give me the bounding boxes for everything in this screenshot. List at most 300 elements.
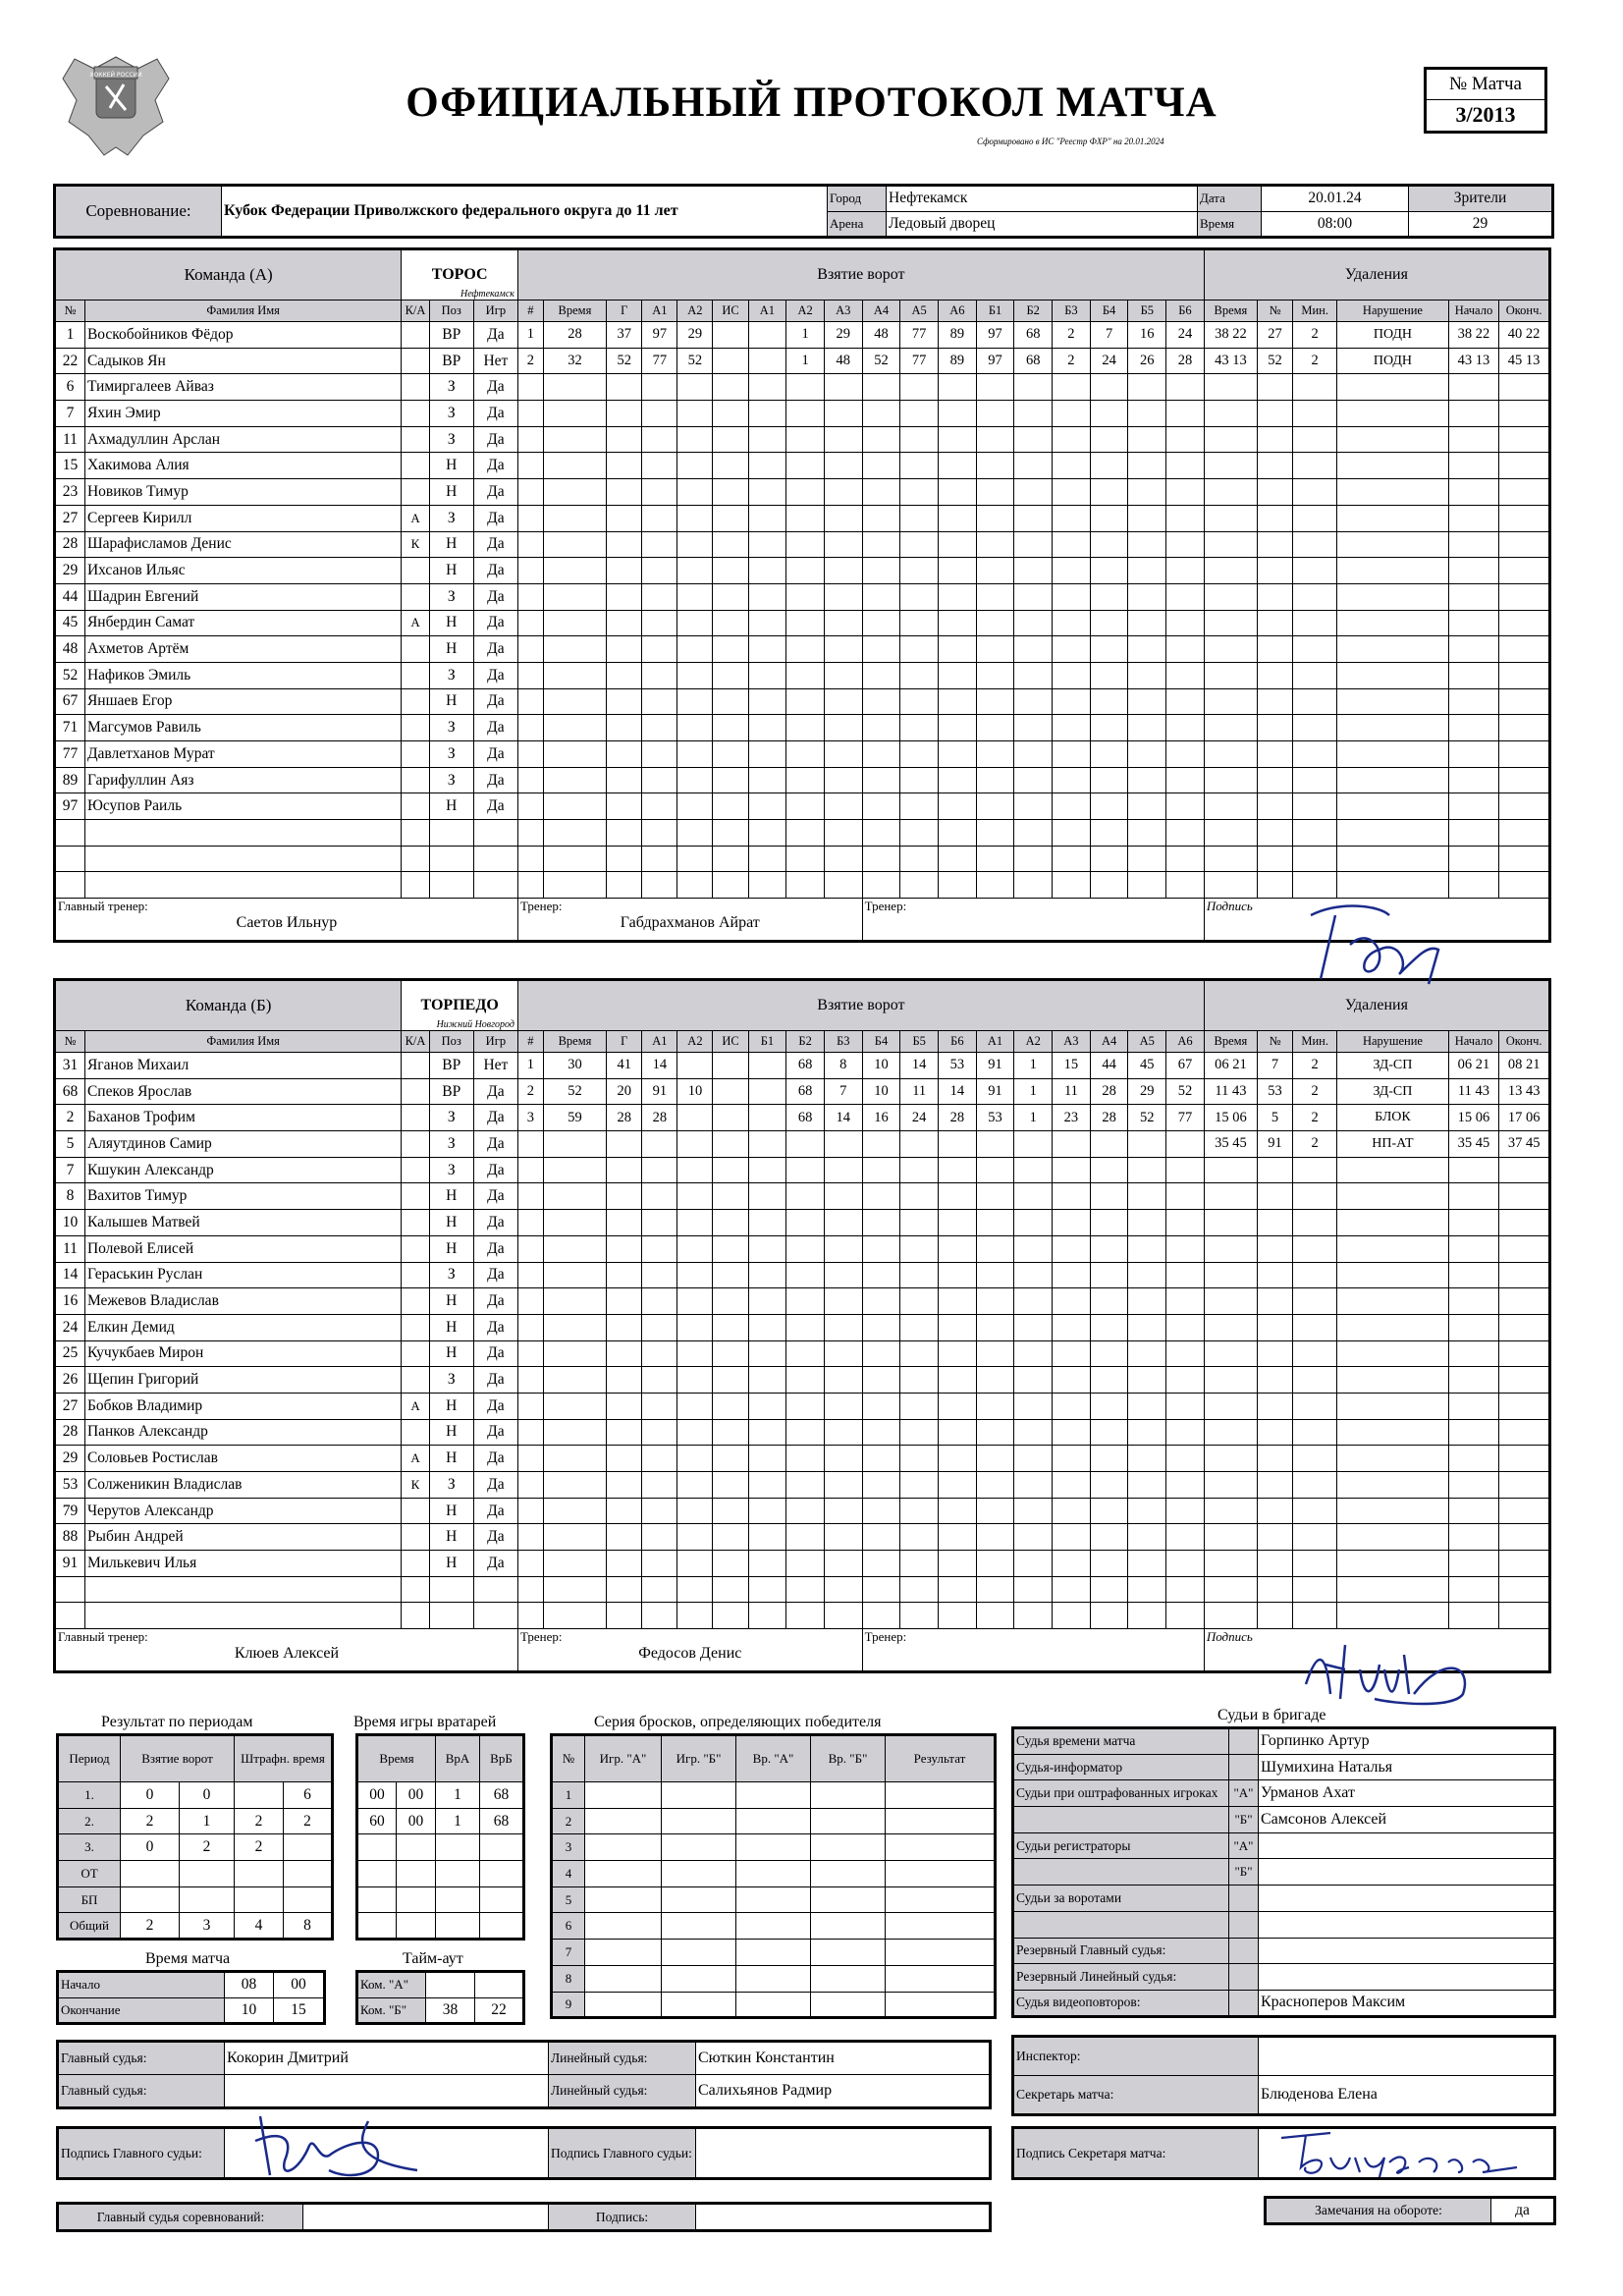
player-plays: Да bbox=[473, 1524, 517, 1551]
shootout-cell bbox=[736, 1861, 811, 1887]
referee-team bbox=[1229, 1990, 1259, 2016]
goal-cell bbox=[900, 558, 939, 584]
goal-cell: 30 bbox=[543, 1053, 606, 1079]
column-header: К/А bbox=[402, 301, 429, 322]
period-value bbox=[284, 1886, 333, 1913]
player-name: Магсумов Равиль bbox=[84, 715, 401, 741]
goal-cell bbox=[939, 793, 977, 820]
goal-cell: 24 bbox=[900, 1105, 939, 1131]
goal-cell bbox=[1128, 820, 1166, 847]
arena-label: Арена bbox=[828, 211, 887, 238]
shootout-number: 8 bbox=[552, 1965, 585, 1992]
player-plays: Да bbox=[473, 558, 517, 584]
goal-cell bbox=[543, 1340, 606, 1367]
player-ka bbox=[402, 793, 429, 820]
team-name: ТОРПЕДО bbox=[420, 997, 499, 1013]
goal-cell bbox=[713, 767, 748, 793]
goal-cell bbox=[939, 636, 977, 663]
goal-cell bbox=[517, 610, 543, 636]
player-ka bbox=[402, 662, 429, 688]
goal-cell bbox=[1128, 401, 1166, 427]
penalty-cell bbox=[1293, 558, 1337, 584]
penalty-cell bbox=[1448, 426, 1499, 453]
goal-cell bbox=[642, 636, 677, 663]
penalty-cell bbox=[1448, 1419, 1499, 1446]
goal-cell bbox=[1128, 479, 1166, 506]
goal-cell: 3 bbox=[517, 1105, 543, 1131]
goal-cell bbox=[607, 479, 642, 506]
goal-cell bbox=[748, 1183, 786, 1210]
penalty-cell bbox=[1448, 636, 1499, 663]
goal-cell bbox=[543, 426, 606, 453]
goal-cell bbox=[976, 636, 1014, 663]
goal-cell bbox=[713, 1078, 748, 1105]
penalty-cell bbox=[1293, 1446, 1337, 1472]
competition-name: Кубок Федерации Приволжского федерального округа до 11 лет bbox=[222, 186, 828, 238]
penalty-cell bbox=[1499, 741, 1550, 768]
penalty-cell bbox=[1499, 1472, 1550, 1499]
goal-cell bbox=[976, 793, 1014, 820]
penalty-cell bbox=[1258, 1314, 1293, 1340]
goal-cell bbox=[677, 1210, 713, 1236]
goal-cell bbox=[748, 1576, 786, 1603]
period-pen-header: Штрафн. время bbox=[235, 1735, 333, 1782]
player-position: З bbox=[429, 1131, 473, 1158]
goal-cell: 91 bbox=[642, 1078, 677, 1105]
player-number: 14 bbox=[55, 1262, 85, 1288]
goal-cell bbox=[677, 610, 713, 636]
shootout-row bbox=[552, 1913, 996, 1940]
penalty-cell bbox=[1448, 1262, 1499, 1288]
penalty-cell bbox=[1204, 374, 1257, 401]
goal-cell bbox=[1090, 1419, 1128, 1446]
coach2-cell bbox=[862, 1629, 1204, 1672]
goal-cell bbox=[976, 872, 1014, 899]
player-plays: Да bbox=[473, 1183, 517, 1210]
player-number: 27 bbox=[55, 505, 85, 531]
goal-cell bbox=[748, 1235, 786, 1262]
goal-cell bbox=[976, 453, 1014, 479]
sig-secretary-label: Подпись Секретаря матча: bbox=[1013, 2128, 1259, 2179]
goal-cell bbox=[786, 1183, 825, 1210]
period-value bbox=[121, 1886, 180, 1913]
goalie-value bbox=[480, 1913, 524, 1940]
goal-cell bbox=[642, 479, 677, 506]
goal-cell bbox=[713, 322, 748, 349]
goal-cell: 52 bbox=[543, 1078, 606, 1105]
player-plays: Да bbox=[473, 505, 517, 531]
penalty-cell bbox=[1337, 1393, 1448, 1419]
inspector-label: Инспектор: bbox=[1013, 2037, 1259, 2076]
goal-cell bbox=[786, 1498, 825, 1524]
player-plays: Да bbox=[473, 1235, 517, 1262]
penalty-cell bbox=[1499, 793, 1550, 820]
goal-cell bbox=[1128, 1576, 1166, 1603]
player-ka bbox=[402, 401, 429, 427]
penalty-start: 43 13 bbox=[1448, 348, 1499, 374]
penalty-cell bbox=[1293, 1393, 1337, 1419]
period-label: Общий bbox=[58, 1913, 121, 1940]
column-header: А5 bbox=[900, 301, 939, 322]
player-plays: Да bbox=[473, 583, 517, 610]
goal-cell bbox=[824, 1210, 862, 1236]
player-number: 45 bbox=[55, 610, 85, 636]
goal-cell bbox=[748, 583, 786, 610]
penalty-cell bbox=[1258, 1498, 1293, 1524]
goal-cell bbox=[642, 1157, 677, 1183]
penalty-start: 11 43 bbox=[1448, 1078, 1499, 1105]
goal-cell bbox=[939, 715, 977, 741]
goal-cell bbox=[642, 846, 677, 872]
goalie-value: 00 bbox=[397, 1808, 436, 1834]
goal-cell bbox=[1166, 1551, 1205, 1577]
goal-cell bbox=[677, 374, 713, 401]
goal-cell bbox=[748, 1288, 786, 1315]
goal-cell bbox=[939, 583, 977, 610]
penalty-cell bbox=[1293, 1262, 1337, 1288]
penalty-cell bbox=[1293, 610, 1337, 636]
shootout-cell bbox=[585, 1992, 662, 2018]
goal-cell bbox=[1166, 846, 1205, 872]
goal-cell bbox=[1053, 426, 1091, 453]
player-plays: Да bbox=[473, 531, 517, 558]
goal-cell bbox=[1166, 610, 1205, 636]
player-plays: Да bbox=[473, 1419, 517, 1446]
goal-cell bbox=[642, 1419, 677, 1446]
goal-cell bbox=[543, 479, 606, 506]
goal-cell bbox=[748, 558, 786, 584]
timeout-table bbox=[355, 1970, 525, 2025]
goal-cell bbox=[517, 453, 543, 479]
penalty-cell bbox=[1204, 1393, 1257, 1419]
period-label: 2. bbox=[58, 1808, 121, 1834]
line-ref2: Салихьянов Радмир bbox=[696, 2075, 991, 2108]
goal-cell bbox=[607, 505, 642, 531]
player-row bbox=[55, 662, 1550, 688]
penalty-cell bbox=[1337, 820, 1448, 847]
player-name: Панков Александр bbox=[84, 1419, 401, 1446]
penalties-header: Удаления bbox=[1204, 249, 1549, 301]
goal-cell bbox=[677, 1367, 713, 1394]
penalty-cell bbox=[1257, 715, 1292, 741]
column-header: Г bbox=[607, 301, 642, 322]
penalty-cell bbox=[1293, 1551, 1337, 1577]
goal-cell bbox=[748, 1314, 786, 1340]
player-number bbox=[55, 820, 85, 847]
goal-cell bbox=[517, 715, 543, 741]
goal-cell bbox=[677, 1183, 713, 1210]
goal-cell bbox=[862, 846, 900, 872]
player-name: Щепин Григорий bbox=[84, 1367, 401, 1394]
player-ka bbox=[402, 348, 429, 374]
referee-role: Судьи регистраторы bbox=[1013, 1832, 1229, 1859]
goalie-value bbox=[436, 1834, 480, 1861]
goal-cell bbox=[900, 401, 939, 427]
goal-cell bbox=[1128, 1210, 1166, 1236]
goal-cell bbox=[862, 1576, 900, 1603]
shootout-cell bbox=[585, 1782, 662, 1809]
goal-cell bbox=[900, 610, 939, 636]
player-name: Калышев Матвей bbox=[84, 1210, 401, 1236]
goal-cell bbox=[900, 1314, 939, 1340]
match-end-label: Окончание bbox=[58, 1997, 225, 2024]
penalty-cell bbox=[1337, 1340, 1448, 1367]
goal-cell bbox=[939, 1262, 977, 1288]
goal-cell bbox=[1090, 426, 1128, 453]
period-header: Период bbox=[58, 1735, 121, 1782]
goal-cell bbox=[677, 1551, 713, 1577]
inspector-table bbox=[1011, 2035, 1556, 2116]
goal-cell bbox=[1090, 583, 1128, 610]
player-name: Новиков Тимур bbox=[84, 479, 401, 506]
goal-cell bbox=[543, 872, 606, 899]
penalty-cell bbox=[1499, 715, 1550, 741]
goal-cell bbox=[677, 662, 713, 688]
referee-row bbox=[1013, 1832, 1555, 1859]
goal-cell: 28 bbox=[642, 1105, 677, 1131]
goal-cell bbox=[1090, 715, 1128, 741]
goal-cell bbox=[713, 1367, 748, 1394]
goalie-value: 1 bbox=[436, 1808, 480, 1834]
shootout-cell bbox=[886, 1834, 996, 1861]
goal-cell bbox=[900, 846, 939, 872]
goal-cell bbox=[1014, 583, 1053, 610]
player-number: 44 bbox=[55, 583, 85, 610]
goal-cell bbox=[607, 1393, 642, 1419]
goal-cell bbox=[748, 1053, 786, 1079]
goal-cell bbox=[607, 715, 642, 741]
column-header: А1 bbox=[976, 1031, 1014, 1053]
penalty-cell bbox=[1337, 1498, 1448, 1524]
shootout-row bbox=[552, 1782, 996, 1809]
player-position: Н bbox=[429, 1183, 473, 1210]
player-position: З bbox=[429, 1262, 473, 1288]
player-ka bbox=[402, 767, 429, 793]
penalty-cell bbox=[1499, 1498, 1550, 1524]
goal-cell bbox=[786, 1576, 825, 1603]
penalty-cell bbox=[1499, 767, 1550, 793]
goal-cell: 28 bbox=[1090, 1078, 1128, 1105]
penalty-cell bbox=[1204, 793, 1257, 820]
column-header: Б6 bbox=[1166, 301, 1205, 322]
goal-cell: 48 bbox=[862, 322, 900, 349]
goal-cell bbox=[517, 1340, 543, 1367]
goal-cell bbox=[862, 1210, 900, 1236]
penalty-cell bbox=[1337, 1210, 1448, 1236]
player-position: Н bbox=[429, 1235, 473, 1262]
goal-cell bbox=[976, 1183, 1014, 1210]
shootout-cell bbox=[811, 1808, 886, 1834]
goal-cell bbox=[642, 558, 677, 584]
penalty-end: 17 06 bbox=[1499, 1105, 1550, 1131]
penalty-violation: БЛОК bbox=[1337, 1105, 1448, 1131]
shootout-cell bbox=[811, 1965, 886, 1992]
player-ka bbox=[402, 1551, 429, 1577]
column-header: Оконч. bbox=[1499, 1031, 1550, 1053]
goal-cell bbox=[517, 741, 543, 768]
goal-cell bbox=[607, 1498, 642, 1524]
shootout-number: 7 bbox=[552, 1940, 585, 1966]
player-ka bbox=[402, 1183, 429, 1210]
penalty-cell bbox=[1499, 1419, 1550, 1446]
goal-cell bbox=[607, 558, 642, 584]
goal-cell bbox=[862, 793, 900, 820]
timeout-b-m: 22 bbox=[475, 1997, 524, 2024]
goal-cell bbox=[713, 1183, 748, 1210]
player-row bbox=[55, 636, 1550, 663]
referee-row bbox=[1013, 1938, 1555, 1964]
goal-cell bbox=[1090, 558, 1128, 584]
signature-team-b bbox=[1286, 1625, 1483, 1714]
player-number: 28 bbox=[55, 531, 85, 558]
player-number bbox=[55, 1603, 85, 1629]
timeout-b-h: 38 bbox=[426, 1997, 475, 2024]
goal-cell bbox=[517, 1472, 543, 1499]
goal-cell bbox=[642, 1524, 677, 1551]
match-start-h: 08 bbox=[225, 1972, 274, 1998]
goal-cell bbox=[543, 846, 606, 872]
player-row bbox=[55, 1551, 1550, 1577]
penalty-cell bbox=[1257, 636, 1292, 663]
goal-cell: 2 bbox=[517, 348, 543, 374]
period-value bbox=[180, 1861, 235, 1887]
goal-cell bbox=[642, 1235, 677, 1262]
player-position: З bbox=[429, 767, 473, 793]
player-position: Н bbox=[429, 1524, 473, 1551]
penalty-cell bbox=[1448, 505, 1499, 531]
goal-cell bbox=[1014, 453, 1053, 479]
match-end-h: 10 bbox=[225, 1997, 274, 2024]
penalty-cell bbox=[1257, 374, 1292, 401]
goal-cell bbox=[1053, 767, 1091, 793]
shootout-number: 5 bbox=[552, 1886, 585, 1913]
penalty-time: 38 22 bbox=[1204, 322, 1257, 349]
goal-cell bbox=[1053, 846, 1091, 872]
goal-cell: 2 bbox=[517, 1078, 543, 1105]
column-header: Фамилия Имя bbox=[84, 301, 401, 322]
goal-cell: 1 bbox=[1014, 1105, 1053, 1131]
penalty-cell bbox=[1499, 1314, 1550, 1340]
player-row bbox=[55, 426, 1550, 453]
goal-cell bbox=[607, 1262, 642, 1288]
goal-cell bbox=[713, 1524, 748, 1551]
column-header: # bbox=[517, 301, 543, 322]
goal-cell bbox=[824, 453, 862, 479]
goal-cell: 1 bbox=[1014, 1053, 1053, 1079]
goal-cell bbox=[677, 1472, 713, 1499]
column-header: Мин. bbox=[1293, 1031, 1337, 1053]
player-position: Н bbox=[429, 1288, 473, 1315]
goalie-value bbox=[480, 1861, 524, 1887]
goal-cell: 68 bbox=[1014, 348, 1053, 374]
penalty-cell bbox=[1257, 558, 1292, 584]
goal-cell bbox=[1014, 872, 1053, 899]
goal-cell bbox=[824, 1551, 862, 1577]
player-plays: Да bbox=[473, 662, 517, 688]
referee-name bbox=[1259, 1832, 1555, 1859]
period-value bbox=[235, 1861, 284, 1887]
player-ka bbox=[402, 1419, 429, 1446]
player-name: Кучукбаев Мирон bbox=[84, 1340, 401, 1367]
penalty-minutes: 2 bbox=[1293, 322, 1337, 349]
shootout-cell bbox=[886, 1808, 996, 1834]
goal-cell bbox=[1128, 374, 1166, 401]
referee-name: Шумихина Наталья bbox=[1259, 1754, 1555, 1780]
goal-cell: 1 bbox=[517, 322, 543, 349]
penalty-cell bbox=[1258, 1524, 1293, 1551]
goalie-value: 60 bbox=[357, 1808, 397, 1834]
penalty-cell bbox=[1499, 846, 1550, 872]
goal-cell bbox=[713, 1340, 748, 1367]
goal-cell bbox=[976, 426, 1014, 453]
goal-cell bbox=[1166, 767, 1205, 793]
goal-cell bbox=[862, 426, 900, 453]
referee-team: "Б" bbox=[1229, 1807, 1259, 1833]
player-number: 26 bbox=[55, 1367, 85, 1394]
goal-cell: 10 bbox=[677, 1078, 713, 1105]
goal-cell bbox=[1090, 1524, 1128, 1551]
goal-cell: 77 bbox=[1166, 1105, 1205, 1131]
player-position: ВР bbox=[429, 1078, 473, 1105]
goal-cell: 68 bbox=[786, 1053, 825, 1079]
goal-cell bbox=[976, 688, 1014, 715]
player-plays: Да bbox=[473, 453, 517, 479]
referee-row bbox=[1013, 1728, 1555, 1755]
goal-cell bbox=[786, 1235, 825, 1262]
penalty-cell bbox=[1448, 1288, 1499, 1315]
goal-cell bbox=[1090, 1576, 1128, 1603]
column-header: Время bbox=[1204, 301, 1257, 322]
goal-cell bbox=[939, 1367, 977, 1394]
player-row bbox=[55, 1393, 1550, 1419]
goalie-time-title: Время игры вратарей bbox=[353, 1714, 497, 1730]
goal-cell bbox=[677, 1314, 713, 1340]
penalty-cell bbox=[1337, 872, 1448, 899]
goal-cell bbox=[748, 688, 786, 715]
penalty-cell bbox=[1204, 1367, 1257, 1394]
goal-cell bbox=[824, 401, 862, 427]
team-table bbox=[53, 247, 1551, 943]
goal-cell bbox=[607, 1524, 642, 1551]
penalty-cell bbox=[1293, 426, 1337, 453]
referee-name bbox=[1259, 1964, 1555, 1991]
goal-cell bbox=[862, 479, 900, 506]
penalty-end: 45 13 bbox=[1499, 348, 1550, 374]
player-plays: Нет bbox=[473, 348, 517, 374]
penalty-cell bbox=[1499, 1235, 1550, 1262]
goal-cell: 68 bbox=[786, 1105, 825, 1131]
player-number: 11 bbox=[55, 426, 85, 453]
goal-cell bbox=[642, 1446, 677, 1472]
goalie-value: 00 bbox=[357, 1782, 397, 1809]
penalty-cell bbox=[1448, 1210, 1499, 1236]
player-ka bbox=[402, 1078, 429, 1105]
player-row bbox=[55, 688, 1550, 715]
goalie-value: 00 bbox=[397, 1782, 436, 1809]
goal-cell bbox=[677, 1419, 713, 1446]
goal-cell bbox=[642, 453, 677, 479]
goal-cell bbox=[677, 453, 713, 479]
column-header: Б5 bbox=[900, 1031, 939, 1053]
goal-cell bbox=[713, 1472, 748, 1499]
goal-cell bbox=[1014, 1576, 1053, 1603]
periods-table bbox=[56, 1733, 334, 1941]
player-name bbox=[84, 846, 401, 872]
penalty-cell bbox=[1204, 1524, 1257, 1551]
column-header: А1 bbox=[642, 1031, 677, 1053]
penalty-cell bbox=[1337, 1524, 1448, 1551]
goal-cell: 28 bbox=[1090, 1105, 1128, 1131]
